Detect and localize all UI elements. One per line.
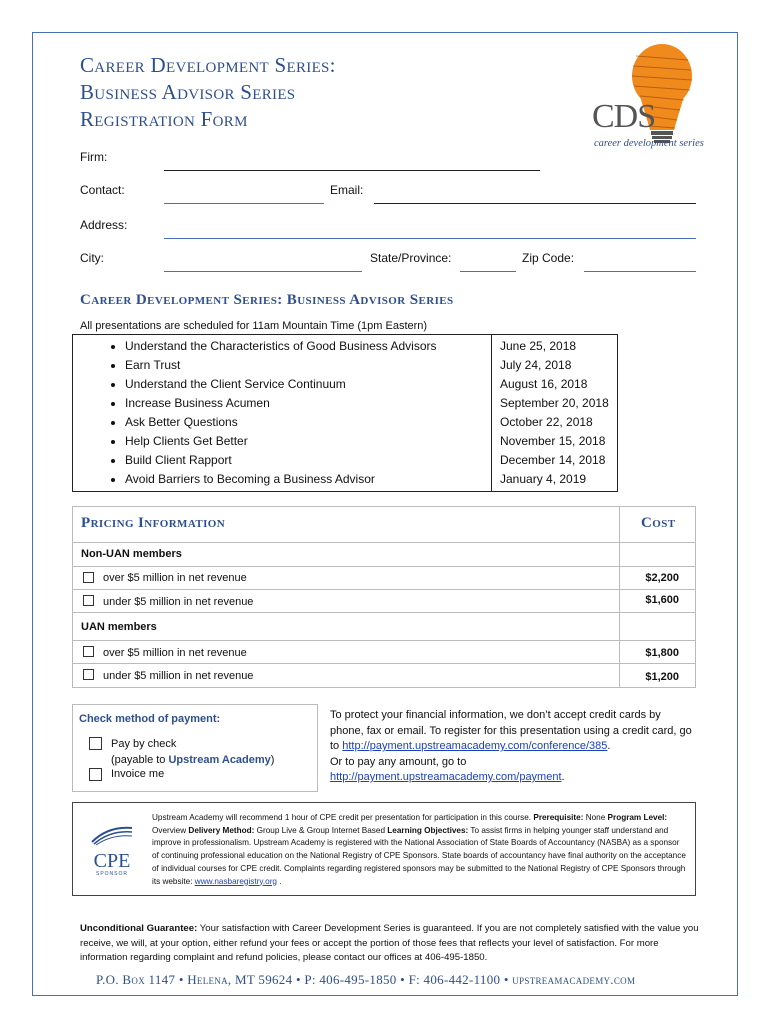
cds-logo: [584, 38, 714, 158]
session-date: June 25, 2018: [500, 339, 577, 353]
option-price: $2,200: [645, 572, 679, 584]
payee-post: ): [270, 753, 275, 766]
payment-info: [330, 708, 692, 786]
cpe-span: Upstream Academy will recommend 1 hour of CPE credit per presentation for participation in this course.: [152, 813, 534, 822]
session-topic: • Avoid Barriers to Becoming a Business Advisor: [125, 470, 491, 489]
price-option-row[interactable]: [73, 641, 695, 664]
session-topic: • Ask Better Questions: [125, 413, 491, 432]
session-date: September 20, 2018: [500, 396, 609, 410]
pricing-header-row: [73, 507, 695, 543]
price-option-row[interactable]: [73, 590, 695, 613]
session-topic: • Understand the Characteristics of Good Business Advisors: [125, 337, 491, 356]
payment-title: Check method of payment:: [79, 713, 221, 725]
guarantee: [80, 922, 700, 966]
invoice-label: Invoice me: [111, 768, 165, 780]
check-payee: [111, 753, 274, 769]
cpe-bold: Prerequisite:: [533, 813, 584, 822]
payment-info-text: To protect your financial information, we don’t accept credit cards by phone, fax or email. To register for this presentation using a credit card, go to: [330, 709, 692, 752]
form-title: [80, 52, 336, 133]
session-topic: • Help Clients Get Better: [125, 432, 491, 451]
option-label: over $5 million in net revenue: [103, 572, 247, 584]
cpe-bold: Learning Objectives:: [387, 825, 469, 835]
title-line-1: Career Development Series:: [80, 53, 336, 77]
payment-info-text: .: [607, 740, 611, 752]
payment-info-text: .: [561, 771, 565, 783]
schedule-table: [72, 334, 618, 492]
cpe-text: [152, 812, 687, 888]
city-input-line[interactable]: [164, 271, 362, 272]
logo-tagline: career development series: [594, 138, 704, 149]
zip-label: Zip Code:: [522, 251, 575, 265]
address-label: Address:: [80, 218, 128, 232]
cpe-sponsor-logo: [88, 824, 136, 876]
checkbox[interactable]: [83, 669, 94, 680]
session-topic: • Increase Business Acumen: [125, 394, 491, 413]
session-topic: • Understand the Client Service Continuum: [125, 375, 491, 394]
group-name: Non-UAN members: [81, 548, 182, 560]
option-price: $1,200: [645, 671, 679, 683]
option-price: $1,800: [645, 647, 679, 659]
group-row: [73, 613, 695, 641]
title-line-2: Business Advisor Series: [80, 80, 296, 104]
price-option-row[interactable]: [73, 664, 695, 687]
nasba-link[interactable]: www.nasbaregistry.org: [194, 876, 277, 886]
guarantee-bold: Unconditional Guarantee:: [80, 923, 198, 934]
cpe-span: Overview: [152, 825, 189, 835]
city-label: City:: [80, 251, 104, 265]
payee-pre: (payable to: [111, 753, 169, 766]
cpe-logo-sub: SPONSOR: [95, 871, 128, 877]
address-input-line[interactable]: [164, 238, 696, 239]
session-date: December 14, 2018: [500, 453, 606, 467]
cpe-bold: Program Level:: [607, 813, 668, 822]
firm-label: Firm:: [80, 150, 108, 164]
cpe-span: Group Live & Group Internet Based: [254, 825, 388, 835]
email-input-line[interactable]: [374, 203, 696, 204]
pricing-table: [72, 506, 696, 688]
title-line-3: Registration Form: [80, 107, 248, 131]
email-label: Email:: [330, 183, 364, 197]
group-name: UAN members: [81, 621, 157, 633]
conference-link[interactable]: http://payment.upstreamacademy.com/conference/385: [342, 740, 608, 752]
payment-info-text: Or to pay any amount, go to: [330, 755, 467, 768]
checkbox[interactable]: [83, 572, 94, 583]
option-label: under $5 million in net revenue: [103, 670, 254, 682]
zip-input-line[interactable]: [584, 271, 696, 272]
session-date: January 4, 2019: [500, 472, 587, 486]
session-date: October 22, 2018: [500, 415, 593, 429]
cpe-span: .: [277, 876, 282, 886]
payment-method-box: [72, 704, 318, 792]
cpe-logo-text: CPE: [93, 850, 131, 872]
cpe-bold: Delivery Method:: [188, 825, 255, 835]
pay-by-check-checkbox[interactable]: [89, 737, 102, 750]
cost-header: Cost: [641, 515, 676, 531]
logo-letters: CDS: [592, 98, 656, 135]
price-option-row[interactable]: [73, 567, 695, 590]
session-date: November 15, 2018: [500, 434, 606, 448]
pay-by-check-label: [111, 737, 274, 768]
session-date: July 24, 2018: [500, 358, 572, 372]
cpe-span: None: [583, 813, 608, 822]
check-line: Pay by check: [111, 738, 177, 750]
schedule-note: All presentations are scheduled for 11am Mountain Time (1pm Eastern): [80, 320, 428, 332]
state-input-line[interactable]: [460, 271, 516, 272]
topics-cell: [73, 335, 492, 492]
session-date: August 16, 2018: [500, 377, 588, 391]
option-price: $1,600: [645, 594, 679, 606]
payment-link[interactable]: http://payment.upstreamacademy.com/payment: [330, 771, 562, 783]
option-label: under $5 million in net revenue: [103, 596, 254, 608]
state-label: State/Province:: [370, 251, 452, 265]
invoice-checkbox[interactable]: [89, 768, 102, 781]
schedule-title: Career Development Series: Business Advisor Series: [80, 292, 454, 308]
pricing-header: Pricing Information: [81, 515, 226, 531]
checkbox[interactable]: [83, 595, 94, 606]
guarantee-text: Your satisfaction with Career Development Series is guaranteed. If you are not completely satisfied with the value you receive, we will, at your option, either refund your fees or accept the portion of those fees that reflects your level of satisfaction. For more information regarding complaint and refund policies, please contact our offices at 406-495-1850.: [80, 923, 699, 963]
contact-label: Contact:: [80, 183, 125, 197]
payee-name: Upstream Academy: [168, 753, 271, 766]
session-topic: • Build Client Rapport: [125, 451, 491, 470]
option-label: over $5 million in net revenue: [103, 647, 247, 659]
cpe-span: To assist firms in helping younger staff understand and improve in professionalism. Upstream Academy is registered with the National Association of State Boards of Accountancy (NASBA) as a sponsor of continuing professional education on the National Registry of CPE Sponsors. State boards of accountancy have final authority on the acceptance of individual courses for CPE credit. Complaints regarding registered sponsors may be submitted to the National Registry of CPE Sponsors through its website:: [152, 825, 686, 886]
contact-input-line[interactable]: [164, 203, 324, 204]
dates-cell: [492, 335, 618, 492]
session-topic: • Earn Trust: [125, 356, 491, 375]
firm-input-line[interactable]: [164, 170, 540, 171]
checkbox[interactable]: [83, 646, 94, 657]
cpe-swoosh-icon: [88, 824, 136, 846]
group-row: [73, 543, 695, 567]
footer-contact: P.O. Box 1147 • Helena, MT 59624 • P: 406-495-1850 • F: 406-442-1100 • upstreamacademy.com: [96, 972, 636, 987]
